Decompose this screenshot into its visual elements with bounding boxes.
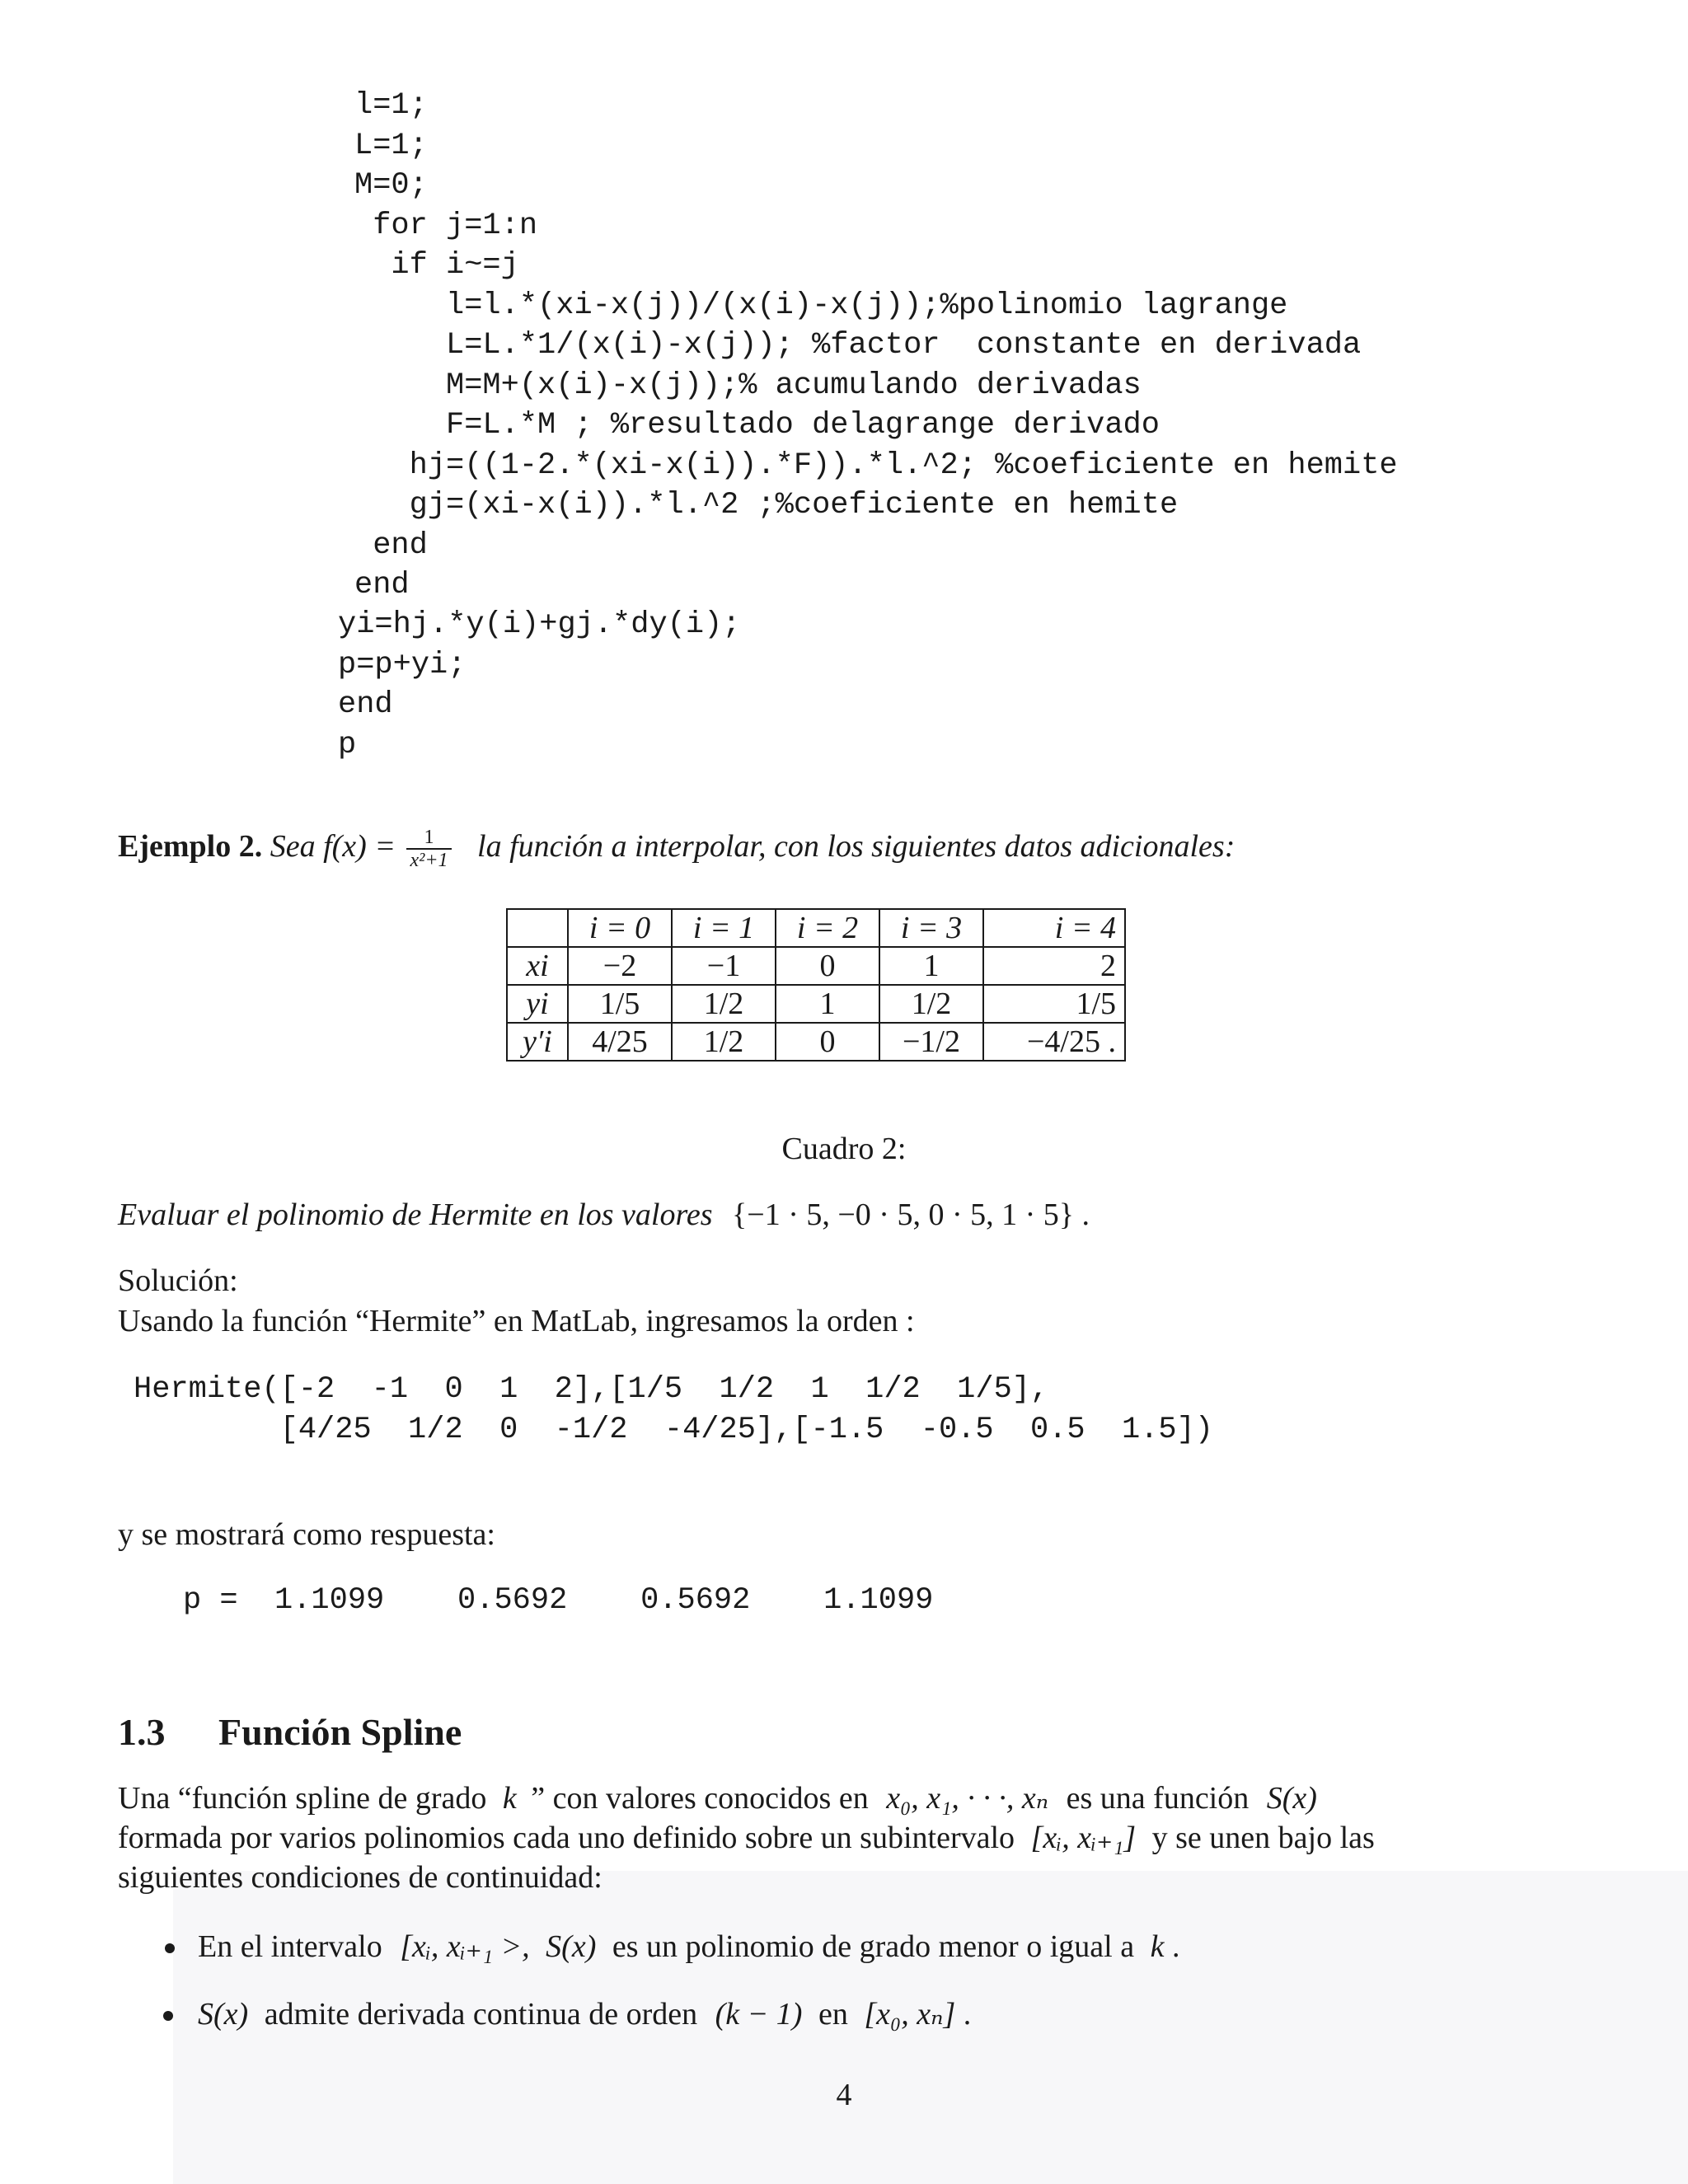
hermite-command <box>134 1370 1213 1450</box>
code-line: end <box>354 527 428 563</box>
table-header-row <box>507 909 1125 947</box>
table-cell: 1/5 <box>983 985 1125 1023</box>
math-sx: S(x) <box>1266 1781 1317 1816</box>
table-cell: 1 <box>776 985 879 1023</box>
table-header-cell: i = 0 <box>568 909 672 947</box>
page-number: 4 <box>836 2078 852 2112</box>
code-line: l=1; <box>354 88 428 123</box>
math-k: k <box>502 1781 517 1816</box>
text-run: En el intervalo <box>198 1929 382 1964</box>
math-k: k <box>1150 1929 1165 1964</box>
section-title: Función Spline <box>218 1711 462 1753</box>
code-line: M=M+(x(i)-x(j));% acumulando derivadas <box>354 368 1142 403</box>
table-cell: 1/2 <box>672 985 776 1023</box>
code-line: end <box>338 687 393 722</box>
command-line: Hermite([-2 -1 0 1 2],[1/5 1/2 1 1/2 1/5], <box>134 1372 1049 1407</box>
code-line: L=L.*1/(x(i)-x(j)); %factor constante en derivada <box>354 328 1362 363</box>
section-number: 1.3 <box>118 1711 166 1753</box>
section-heading <box>118 1710 462 1754</box>
evaluate-text: Evaluar el polinomio de Hermite en los valores <box>118 1197 713 1232</box>
code-line: p <box>338 727 357 762</box>
table-row-label: xi <box>507 947 568 985</box>
table-cell: 2 <box>983 947 1125 985</box>
math-interval: [x₀, xₙ] <box>864 1997 956 2032</box>
evaluate-set: {−1 · 5, −0 · 5, 0 · 5, 1 · 5} . <box>732 1197 1090 1232</box>
table-caption: Cuadro 2: <box>781 1132 907 1166</box>
math-sx: S(x) <box>198 1997 249 2032</box>
text-run: . <box>963 1997 972 2032</box>
response-label: y se mostrará como respuesta: <box>118 1517 495 1552</box>
table-row <box>507 985 1125 1023</box>
example-label: Ejemplo 2. <box>118 829 263 864</box>
table-header-cell: i = 4 <box>983 909 1125 947</box>
text-run: . <box>1171 1929 1180 1964</box>
code-line: end <box>354 568 410 602</box>
code-line: l=l.*(xi-x(j))/(x(i)-x(j));%polinomio lagrange <box>354 288 1288 323</box>
spline-paragraph-line-3: siguientes condiciones de continuidad: <box>118 1860 603 1895</box>
hermite-result <box>183 1581 933 1621</box>
text-run: es un polinomio de grado menor o igual a <box>612 1929 1135 1964</box>
code-line: F=L.*M ; %resultado delagrange derivado <box>354 408 1160 443</box>
table-cell: 1/5 <box>568 985 672 1023</box>
function-lhs: f(x) = <box>323 829 396 864</box>
matlab-code-block <box>354 86 1398 606</box>
fraction-numerator: 1 <box>406 827 451 850</box>
math-order: (k − 1) <box>715 1997 803 2032</box>
text-run: y se unen bajo las <box>1151 1821 1375 1855</box>
table-cell: 1/2 <box>672 1023 776 1061</box>
table-cell: 1/2 <box>879 985 983 1023</box>
text-run: es una función <box>1066 1781 1250 1816</box>
table-cell: −4/25 . <box>983 1023 1125 1061</box>
table-header-cell: i = 2 <box>776 909 879 947</box>
table-cell: 4/25 <box>568 1023 672 1061</box>
code-line: hj=((1-2.*(xi-x(i)).*F)).*l.^2; %coeficiente en hemite <box>354 448 1398 483</box>
code-line: M=0; <box>354 168 428 203</box>
text-run: admite derivada continua de orden <box>264 1997 698 2032</box>
table-cell: −2 <box>568 947 672 985</box>
command-line: [4/25 1/2 0 -1/2 -4/25],[-1.5 -0.5 0.5 1.5]) <box>134 1412 1214 1447</box>
example-sea: Sea <box>270 829 316 864</box>
solution-label: Solución: <box>118 1263 238 1298</box>
bullet-item-2 <box>165 1994 971 2034</box>
table-cell: −1/2 <box>879 1023 983 1061</box>
code-line: gj=(xi-x(i)).*l.^2 ;%coeficiente en hemite <box>354 488 1179 523</box>
code-line: L=1; <box>354 128 428 163</box>
table-cell: 0 <box>776 1023 879 1061</box>
table-header-cell: i = 3 <box>879 909 983 947</box>
text-run: Una “función spline de grado <box>118 1781 487 1816</box>
table-row-label: y′i <box>507 1023 568 1061</box>
fraction-denominator: x²+1 <box>410 850 448 872</box>
code-line: p=p+yi; <box>338 647 467 682</box>
matlab-code-tail <box>338 605 740 765</box>
math-interval: [xᵢ, xᵢ₊₁ >, <box>400 1929 530 1964</box>
example-rest: la función a interpolar, con los siguientes datos adicionales: <box>477 829 1236 864</box>
math-nodes: x₀, x₁, · · ·, xₙ <box>886 1781 1049 1816</box>
text-run: ” con valores conocidos en <box>531 1781 869 1816</box>
math-sx: S(x) <box>546 1929 597 1964</box>
bullet-dot <box>165 1943 175 1953</box>
table-cell: −1 <box>672 947 776 985</box>
solution-line: Usando la función “Hermite” en MatLab, ingresamos la orden : <box>118 1304 915 1338</box>
code-line: if i~=j <box>354 248 519 283</box>
code-line: for j=1:n <box>354 208 538 243</box>
example-statement <box>118 827 1235 871</box>
spline-paragraph-line-1 <box>118 1779 1317 1818</box>
table-header-cell: i = 1 <box>672 909 776 947</box>
table-row <box>507 947 1125 985</box>
spline-paragraph-line-2 <box>118 1818 1375 1858</box>
function-fraction <box>406 827 451 871</box>
bullet-dot <box>163 2011 173 2021</box>
text-run: formada por varios polinomios cada uno definido sobre un subintervalo <box>118 1821 1015 1855</box>
bullet-item-1 <box>165 1927 1179 1966</box>
text-run: en <box>818 1997 848 2032</box>
data-table <box>506 908 1126 1062</box>
code-line: yi=hj.*y(i)+gj.*dy(i); <box>338 607 741 642</box>
table-cell: 0 <box>776 947 879 985</box>
evaluate-statement <box>118 1195 1090 1235</box>
result-line: p = 1.1099 0.5692 0.5692 1.1099 <box>183 1583 934 1618</box>
math-interval: [xᵢ, xᵢ₊₁] <box>1030 1821 1137 1855</box>
table-row <box>507 1023 1125 1061</box>
table-cell <box>507 909 568 947</box>
table-row-label: yi <box>507 985 568 1023</box>
table-cell: 1 <box>879 947 983 985</box>
